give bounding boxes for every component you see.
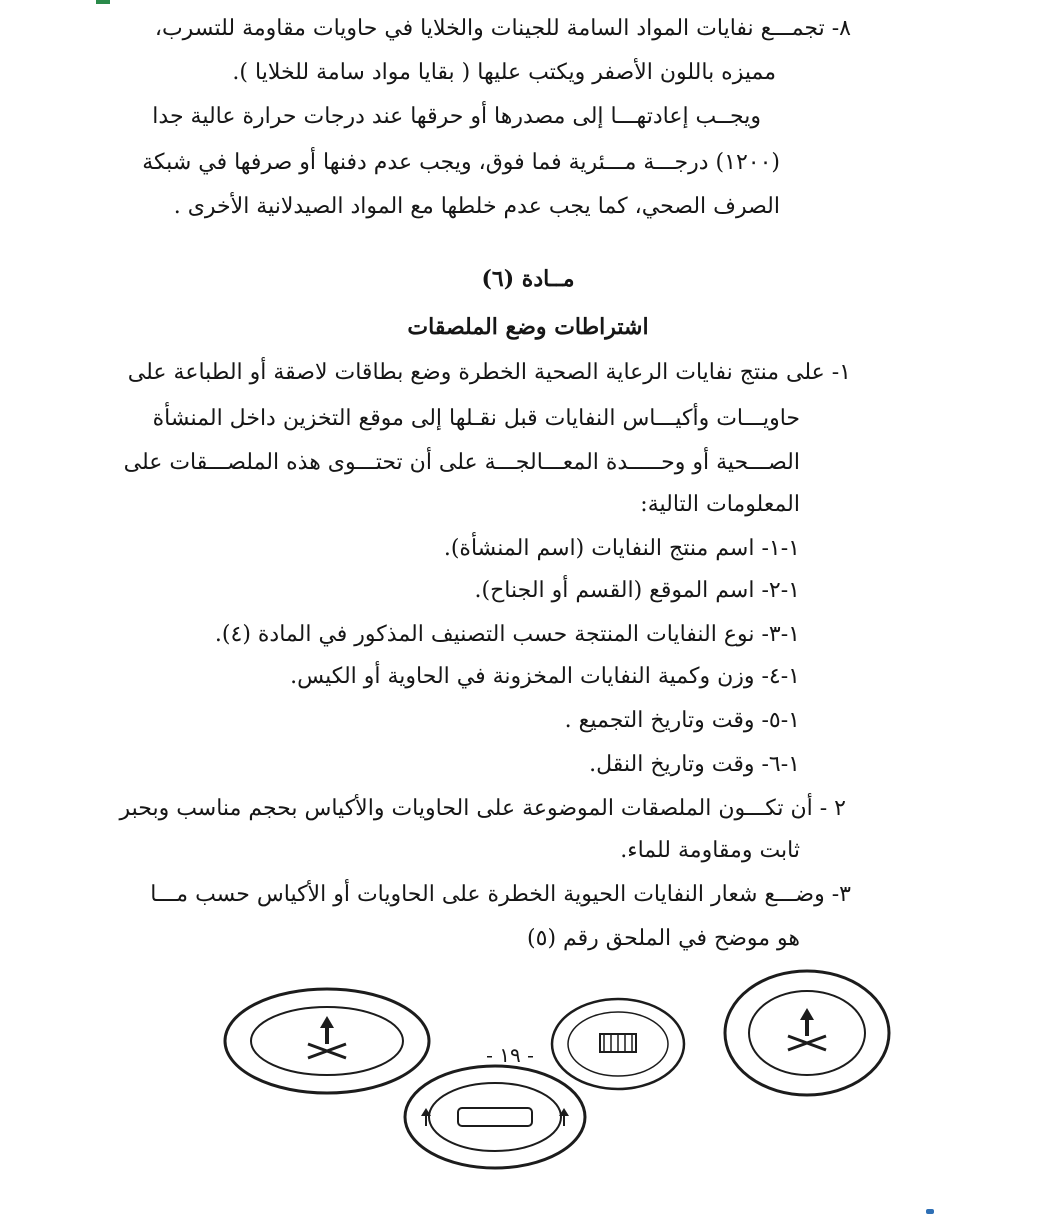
sub-item: ١-٤- وزن وكمية النفايات المخزونة في الحاوية أو الكيس. — [290, 664, 800, 689]
seal-experts-commission — [222, 986, 432, 1096]
seal-cabinet-presidency — [402, 1062, 588, 1172]
item-line: هو موضح في الملحق رقم (٥) — [527, 926, 800, 951]
blue-dot-mark — [926, 1209, 934, 1214]
item-line: ثابت ومقاومة للماء. — [620, 838, 800, 863]
sub-item: ١-٢- اسم الموقع (القسم أو الجناح). — [474, 578, 800, 603]
item-line: ٢ - أن تكـــون الملصقات الموضوعة على الحاويات والأكياس بحجم مناسب وبحبر — [119, 796, 846, 821]
paragraph-line: ويجــب إعادتهـــا إلى مصدرها أو حرقها عند درجات حرارة عالية جدا — [152, 104, 761, 129]
seal-cabinet-general-secretariat — [722, 968, 892, 1098]
sub-item: ١-٥- وقت وتاريخ التجميع . — [564, 708, 800, 733]
article-subtitle: اشتراطات وضع الملصقات — [407, 314, 649, 340]
item-line: المعلومات التالية: — [640, 492, 800, 517]
item-line: حاويـــات وأكيـــاس النفايات قبل نقـلها إلى موقع التخزين داخل المنشأة — [152, 406, 800, 431]
item-line: ٣- وضـــع شعار النفايات الحيوية الخطرة على الحاويات أو الأكياس حسب مـــا — [150, 882, 851, 907]
sub-item: ١-١- اسم منتج النفايات (اسم المنشأة). — [443, 536, 800, 561]
paragraph-line: الصرف الصحي، كما يجب عدم خلطها مع المواد الصيدلانية الأخرى . — [173, 194, 780, 219]
saudi-emblem-icon — [421, 1108, 569, 1126]
item-line: ١- على منتج نفايات الرعاية الصحية الخطرة وضع بطاقات لاصقة أو الطباعة على — [127, 360, 851, 385]
sub-item: ١-٦- وقت وتاريخ النقل. — [589, 752, 800, 777]
paragraph-line: ٨- تجمـــع نفايات المواد السامة للجينات والخلايا في حاويات مقاومة للتسرب، — [154, 16, 851, 41]
item-line: الصـــحية أو وحـــــدة المعـــالجـــة على أن تحتـــوى هذه الملصـــقات على — [123, 450, 800, 475]
sub-item: ١-٣- نوع النفايات المنتجة حسب التصنيف المذكور في المادة (٤). — [214, 622, 800, 647]
saudi-emblem-icon — [788, 1008, 826, 1050]
green-corner-mark — [96, 0, 110, 4]
paragraph-line: مميزه باللون الأصفر ويكتب عليها ( بقايا مواد سامة للخلايا ). — [232, 60, 776, 85]
saudi-emblem-icon — [308, 1016, 346, 1058]
paragraph-line: (١٢٠٠) درجـــة مـــئرية فما فوق، ويجب عدم دفنها أو صرفها في شبكة — [142, 150, 780, 175]
article-title: مــادة (٦) — [481, 266, 575, 292]
page-number: - ١٩ - — [486, 1043, 534, 1067]
